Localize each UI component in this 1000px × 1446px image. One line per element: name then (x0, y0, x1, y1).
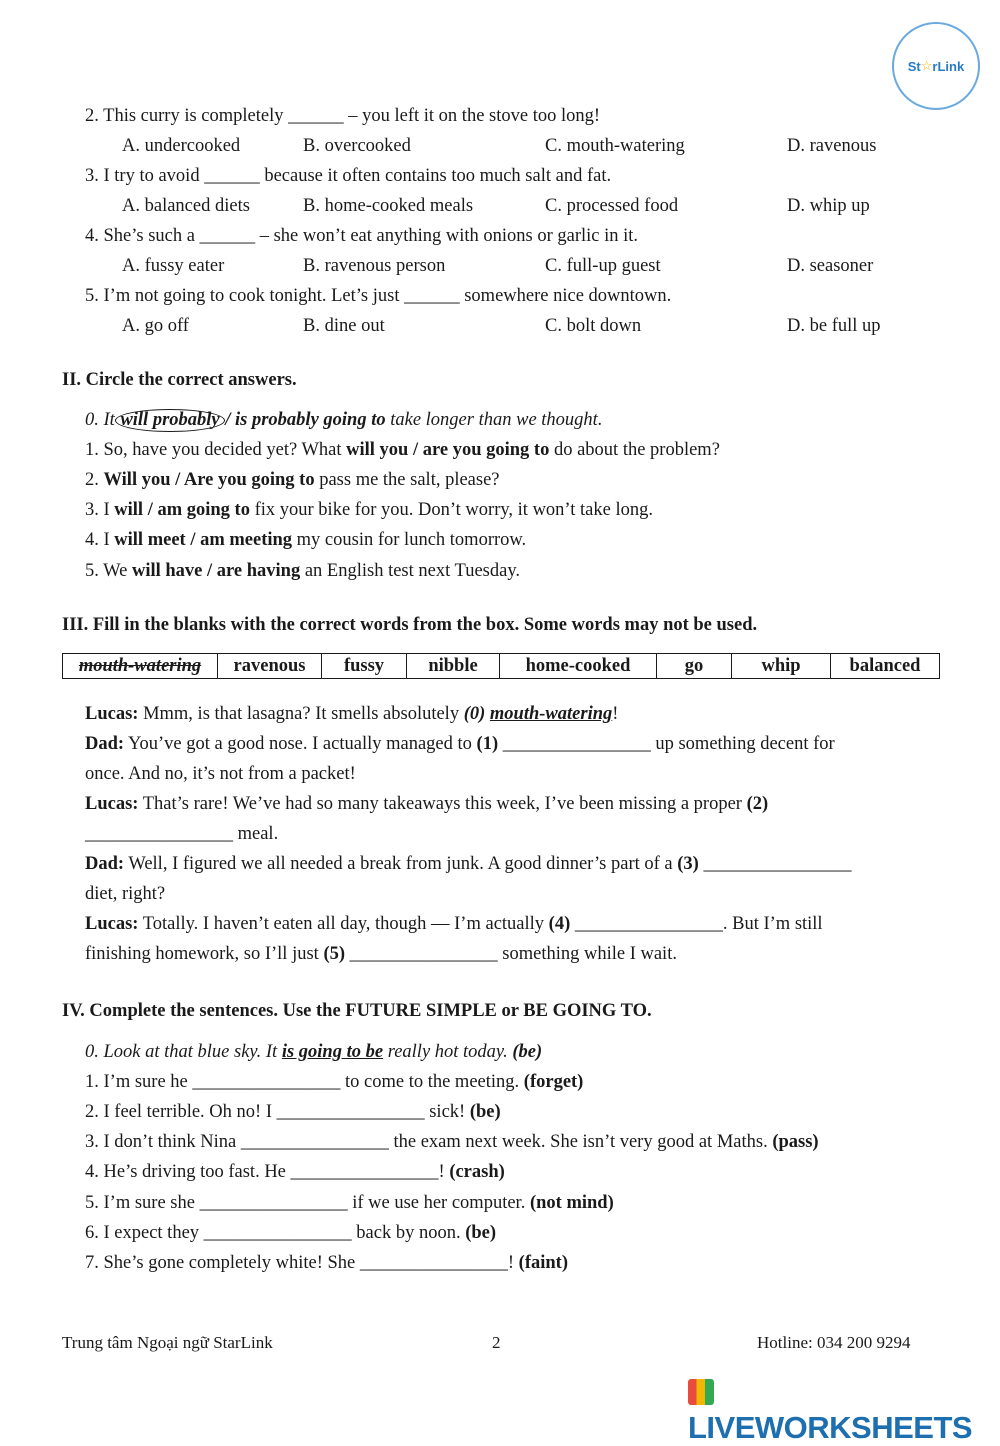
word-box (62, 653, 940, 679)
section-4-heading: IV. Complete the sentences. Use the FUTURE SIMPLE or BE GOING TO. (62, 1001, 652, 1021)
example-answer: mouth-watering (489, 704, 613, 724)
mc-option[interactable]: C. full-up guest (545, 256, 661, 276)
mc-option[interactable]: C. mouth-watering (545, 136, 685, 156)
choice-pair[interactable]: will you / are you going to (346, 440, 550, 460)
word-box-item: mouth-watering (63, 654, 218, 679)
s2-example: 0. It will probably / is probably going to take longer than we thought. (85, 410, 603, 430)
blank-3[interactable]: ________________ (698, 854, 852, 874)
s4-item[interactable]: 2. I feel terrible. Oh no! I ________________ sick! (be) (85, 1102, 501, 1122)
s2-item: 1. So, have you decided yet? What will you / are you going to do about the problem? (85, 440, 720, 460)
mc-option[interactable]: C. bolt down (545, 316, 642, 336)
mc-question: 5. I’m not going to cook tonight. Let’s just ______ somewhere nice downtown. (85, 286, 672, 306)
dialogue-line: once. And no, it’s not from a packet! (85, 764, 356, 784)
choice-pair[interactable]: will have / are having (131, 561, 301, 581)
blank-2[interactable]: ________________ meal. (85, 824, 279, 844)
page-number: 2 (492, 1333, 501, 1352)
mc-question: 3. I try to avoid ______ because it often contains too much salt and fat. (85, 166, 612, 186)
s2-item: 4. I will meet / am meeting my cousin for lunch tomorrow. (85, 530, 527, 550)
mc-option[interactable]: B. ravenous person (303, 256, 446, 276)
mc-option[interactable]: D. ravenous (787, 136, 877, 156)
word-box-item: home-cooked (500, 654, 657, 679)
s2-item: 3. I will / am going to fix your bike for you. Don’t worry, it won’t take long. (85, 500, 653, 520)
s4-item[interactable]: 5. I’m sure she ________________ if we use her computer. (not mind) (85, 1193, 614, 1213)
word-box-item: whip (732, 654, 831, 679)
liveworksheets-logo-icon (688, 1379, 714, 1405)
starlink-logo: St ☆ rLink (892, 22, 980, 110)
word-box-item: fussy (322, 654, 407, 679)
section-3-heading: III. Fill in the blanks with the correct words from the box. Some words may not be used. (62, 615, 758, 635)
dialogue-line: Dad: You’ve got a good nose. I actually managed to (1) ________________ up something decent for (85, 734, 835, 754)
s4-item[interactable]: 1. I’m sure he ________________ to come to the meeting. (forget) (85, 1072, 584, 1092)
dialogue-line: Lucas: That’s rare! We’ve had so many takeaways this week, I’ve been missing a proper (2) (85, 794, 769, 814)
dialogue-line: Lucas: Mmm, is that lasagna? It smells absolutely (0) mouth-watering! (85, 704, 619, 724)
word-box-item: ravenous (218, 654, 322, 679)
mc-question: 4. She’s such a ______ – she won’t eat anything with onions or garlic in it. (85, 226, 639, 246)
blank-4[interactable]: ________________. But I’m still (570, 914, 823, 934)
choice-pair[interactable]: will / am going to (114, 500, 250, 520)
dialogue-line: Dad: Well, I figured we all needed a break from junk. A good dinner’s part of a (3) ________________ (85, 854, 852, 874)
mc-question: 2. This curry is completely ______ – you left it on the stove too long! (85, 106, 601, 126)
s4-item[interactable]: 7. She’s gone completely white! She ________________! (faint) (85, 1253, 568, 1273)
mc-option[interactable]: A. balanced diets (122, 196, 250, 216)
section-2-heading: II. Circle the correct answers. (62, 370, 297, 390)
mc-option[interactable]: C. processed food (545, 196, 679, 216)
s4-item[interactable]: 6. I expect they ________________ back by noon. (be) (85, 1223, 497, 1243)
mc-option[interactable]: A. go off (122, 316, 189, 336)
choice-pair[interactable]: will meet / am meeting (114, 530, 293, 550)
s4-example: 0. Look at that blue sky. It is going to be really hot today. (be) (85, 1042, 543, 1062)
word-box-item: go (657, 654, 732, 679)
blank-1[interactable]: ________________ up something decent for (498, 734, 835, 754)
s2-item: 5. We will have / are having an English test next Tuesday. (85, 561, 520, 581)
circled-answer: will probably (115, 409, 224, 432)
s2-item: 2. Will you / Are you going to pass me the salt, please? (85, 470, 500, 490)
liveworksheets-watermark: LIVEWORKSHEETS (688, 1374, 1000, 1446)
mc-option[interactable]: A. fussy eater (122, 256, 225, 276)
s4-item[interactable]: 4. He’s driving too fast. He ________________! (crash) (85, 1162, 505, 1182)
s4-item[interactable]: 3. I don’t think Nina ________________ the exam next week. She isn’t very good at Maths. (pass) (85, 1132, 819, 1152)
mc-option[interactable]: D. be full up (787, 316, 881, 336)
dialogue-line: Lucas: Totally. I haven’t eaten all day, though — I’m actually (4) ________________. But I’m still (85, 914, 823, 934)
mc-option[interactable]: B. dine out (303, 316, 385, 336)
choice-pair[interactable]: Will you / Are you going to (103, 470, 315, 490)
mc-option[interactable]: B. home-cooked meals (303, 196, 474, 216)
dialogue-line: finishing homework, so I’ll just (5) ________________ something while I wait. (85, 944, 677, 964)
footer-hotline: Hotline: 034 200 9294 (757, 1333, 911, 1352)
word-box-item: balanced (831, 654, 940, 679)
blank-5[interactable]: ________________ something while I wait. (345, 944, 677, 964)
mc-option[interactable]: D. whip up (787, 196, 870, 216)
mc-option[interactable]: A. undercooked (122, 136, 241, 156)
word-box-item: nibble (407, 654, 500, 679)
footer-center-name: Trung tâm Ngoại ngữ StarLink (62, 1333, 273, 1352)
mc-option[interactable]: B. overcooked (303, 136, 411, 156)
dialogue-line: diet, right? (85, 884, 166, 904)
mc-option[interactable]: D. seasoner (787, 256, 874, 276)
